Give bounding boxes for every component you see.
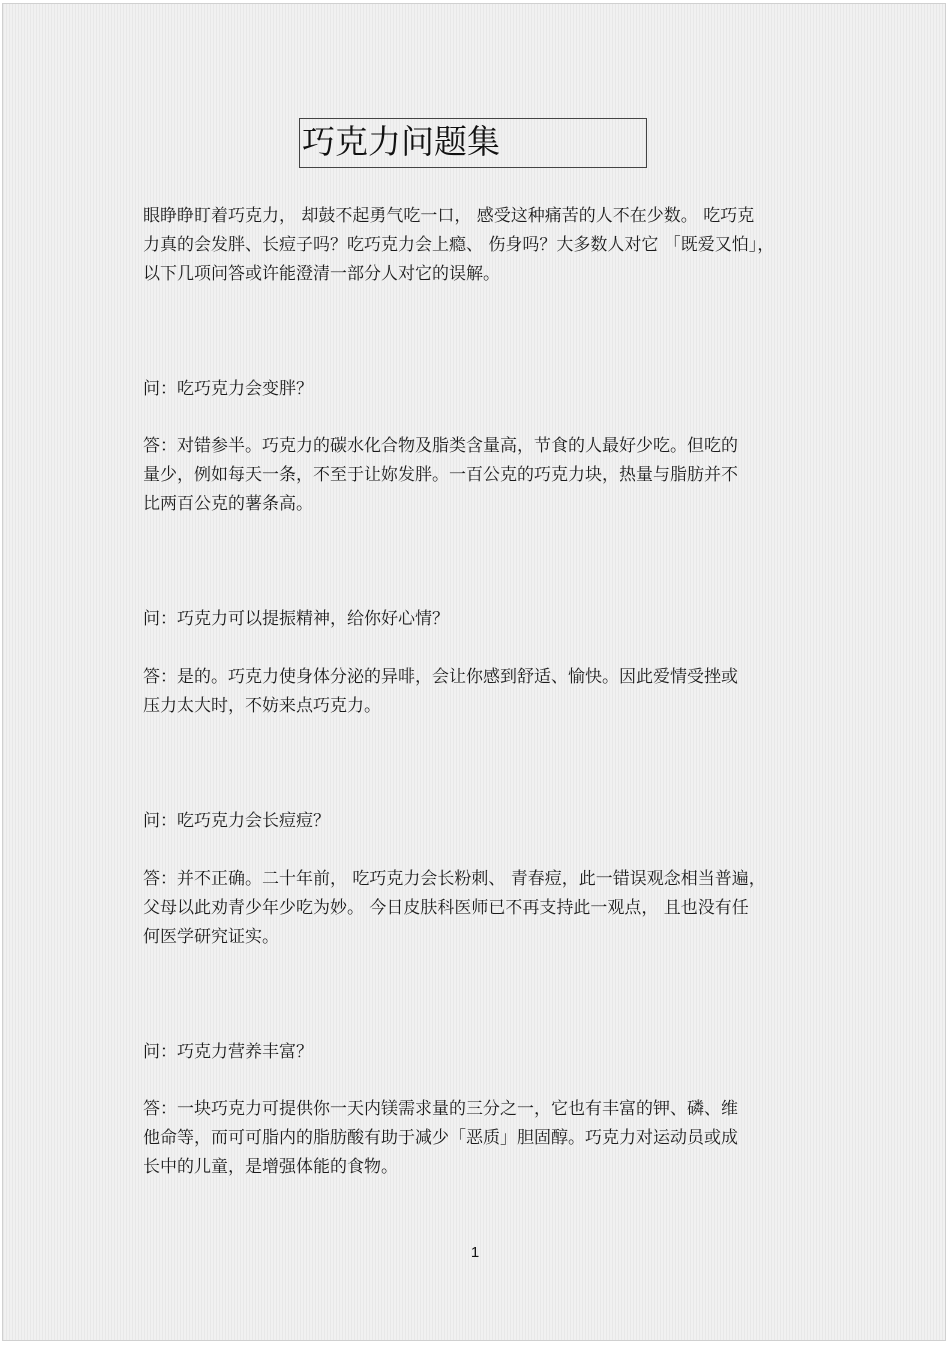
answer-4 — [143, 1095, 808, 1182]
question-3 — [143, 807, 808, 836]
document-title: 巧克力问题集 — [299, 118, 647, 168]
answer-3 — [143, 865, 808, 952]
intro-line: 以下几项问答或许能澄清一部分人对它的误解。 — [143, 264, 500, 284]
answer-line: 答：对错参半。巧克力的碳水化合物及脂类含量高，节食的人最好少吃。但吃的 — [143, 436, 738, 456]
answer-line: 比两百公克的薯条高。 — [143, 494, 313, 514]
answer-line: 答：并不正确。二十年前， 吃巧克力会长粉刺、 青春痘，此一错误观念相当普遍， — [143, 869, 766, 889]
question-text: 问：巧克力营养丰富？ — [143, 1042, 313, 1062]
question-2 — [143, 605, 808, 634]
answer-line: 何医学研究证实。 — [143, 927, 279, 947]
answer-1 — [143, 432, 808, 519]
question-1 — [143, 375, 808, 404]
intro-paragraph — [143, 202, 808, 289]
answer-2 — [143, 663, 808, 721]
question-text: 问：巧克力可以提振精神，给你好心情？ — [143, 609, 449, 629]
answer-line: 答：是的。巧克力使身体分泌的异啡，会让你感到舒适、愉快。因此爱情受挫或 — [143, 667, 738, 687]
answer-line: 答：一块巧克力可提供你一天内镁需求量的三分之一，它也有丰富的钾、磷、维 — [143, 1099, 738, 1119]
intro-line: 力真的会发胖、长痘子吗？吃巧克力会上瘾、 伤身吗？大多数人对它 「既爱又怕」， — [143, 235, 775, 255]
page-number: 1 — [470, 1244, 480, 1261]
answer-line: 长中的儿童，是增强体能的食物。 — [143, 1157, 398, 1177]
intro-line: 眼睁睁盯着巧克力， 却鼓不起勇气吃一口， 感受这种痛苦的人不在少数。 吃巧克 — [143, 206, 755, 226]
question-text: 问：吃巧克力会变胖？ — [143, 379, 313, 399]
question-text: 问：吃巧克力会长痘痘？ — [143, 811, 330, 831]
question-4 — [143, 1038, 808, 1067]
answer-line: 量少，例如每天一条，不至于让妳发胖。一百公克的巧克力块，热量与脂肪并不 — [143, 465, 738, 485]
answer-line: 他命等，而可可脂内的脂肪酸有助于减少「恶质」胆固醇。巧克力对运动员或成 — [143, 1128, 738, 1148]
answer-line: 压力太大时，不妨来点巧克力。 — [143, 696, 381, 716]
answer-line: 父母以此劝青少年少吃为妙。 今日皮肤科医师已不再支持此一观点， 且也没有任 — [143, 898, 749, 918]
